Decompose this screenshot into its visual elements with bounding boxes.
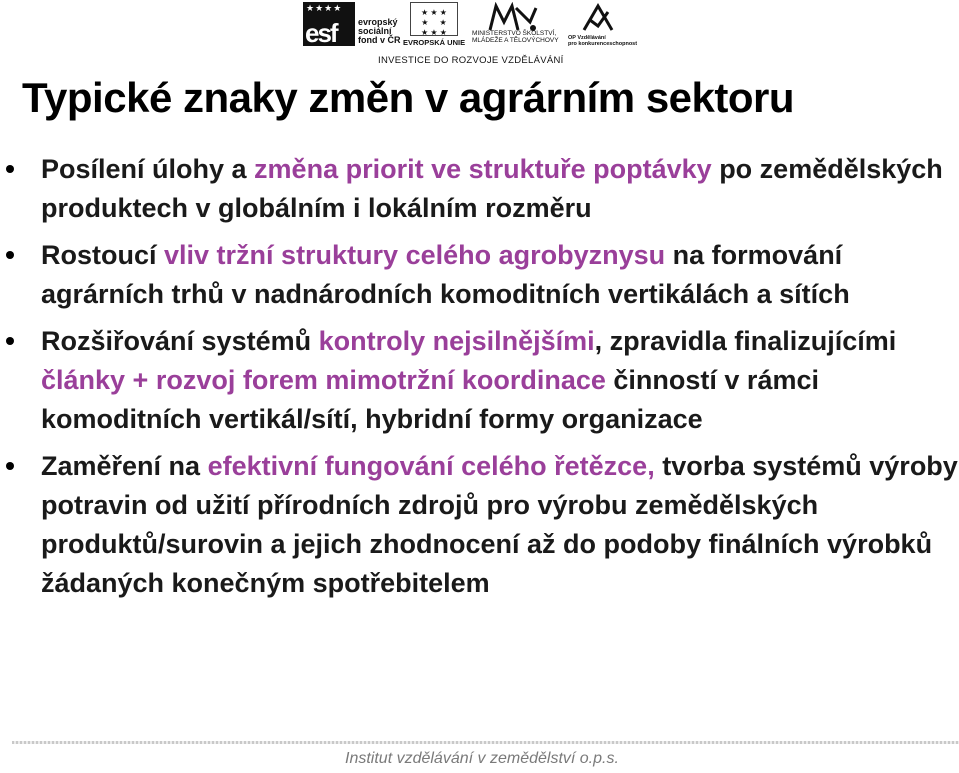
op-label	[568, 35, 637, 47]
eu-stars-icon: ★★★★	[306, 3, 343, 13]
op-label-line: OP Vzdělávání	[568, 35, 606, 41]
esf-label-line: evropský	[358, 17, 398, 27]
op-vzdelavani-logo-icon	[578, 2, 618, 34]
op-label-line: pro konkurenceschopnost	[568, 41, 638, 47]
footer-divider	[12, 741, 959, 744]
bullet-text-segment: po zemědělských produktech v globálním i lokálním rozměru	[41, 154, 943, 223]
bullet-text-segment: na formování agrárních trhů v nadnárodních komoditních vertikálách a sítích	[41, 240, 850, 309]
bullet-dot-icon	[6, 462, 14, 470]
eu-label: EVROPSKÁ UNIE	[403, 38, 466, 47]
esf-logo-text: esf	[305, 18, 337, 48]
msmt-label-line: MLÁDEŽE A TĚLOVÝCHOVY	[472, 37, 559, 44]
bullet-highlight-segment: kontroly nejsilnějšími	[318, 326, 595, 356]
partner-logos-bar	[300, 0, 640, 66]
bullet-dot-icon	[6, 251, 14, 259]
bullet-text-segment: Rozšiřování systémů	[41, 326, 319, 356]
esf-logo	[303, 2, 355, 46]
bullet-item	[0, 236, 959, 314]
bullet-text-segment: činností v rámci komoditních vertikál/sítí, hybridní formy organizace	[41, 365, 819, 434]
esf-label-line: sociální	[358, 26, 392, 36]
bullet-dot-icon	[6, 337, 14, 345]
bullet-dot-icon	[6, 165, 14, 173]
bullet-text-segment: tvorba systémů výroby potravin od užití přírodních zdrojů pro výrobu zemědělských produktů/surovin a jejich zhodnocení až do podoby finálních výrobků žádaných konečným spotřebitelem	[41, 451, 958, 598]
msmt-label	[472, 30, 559, 44]
bullet-highlight-segment: změna priorit ve struktuře poptávky	[254, 154, 712, 184]
bullet-item	[0, 150, 959, 228]
bullet-highlight-segment: efektivní fungování celého řetězce,	[207, 451, 655, 481]
bullet-text-segment: Zaměření na	[41, 451, 208, 481]
bullet-item	[0, 322, 959, 439]
esf-label	[358, 18, 401, 45]
bullet-list	[0, 150, 959, 603]
footer-institution: Institut vzdělávání v zemědělství o.p.s.	[345, 750, 619, 767]
bullet-highlight-segment: vliv tržní struktury celého agrobyznysu	[164, 240, 666, 270]
bullet-text-segment: Rostoucí	[41, 240, 165, 270]
bullet-highlight-segment: články + rozvoj forem mimotržní koordinace	[41, 365, 606, 395]
slide-title: Typické znaky změn v agrárním sektoru	[22, 74, 795, 121]
eu-flag-icon: ★ ★ ★ ★ ★ ★ ★ ★	[410, 2, 458, 36]
bullet-item	[0, 447, 959, 603]
msmt-label-line: MINISTERSTVO ŠKOLSTVÍ,	[472, 30, 557, 37]
investment-slogan: INVESTICE DO ROZVOJE VZDĚLÁVÁNÍ	[378, 55, 564, 66]
bullet-text-segment: , zpravidla finalizujícími	[594, 326, 897, 356]
bullet-text-segment: Posílení úlohy a	[41, 154, 255, 184]
esf-label-line: fond v ČR	[358, 35, 401, 45]
